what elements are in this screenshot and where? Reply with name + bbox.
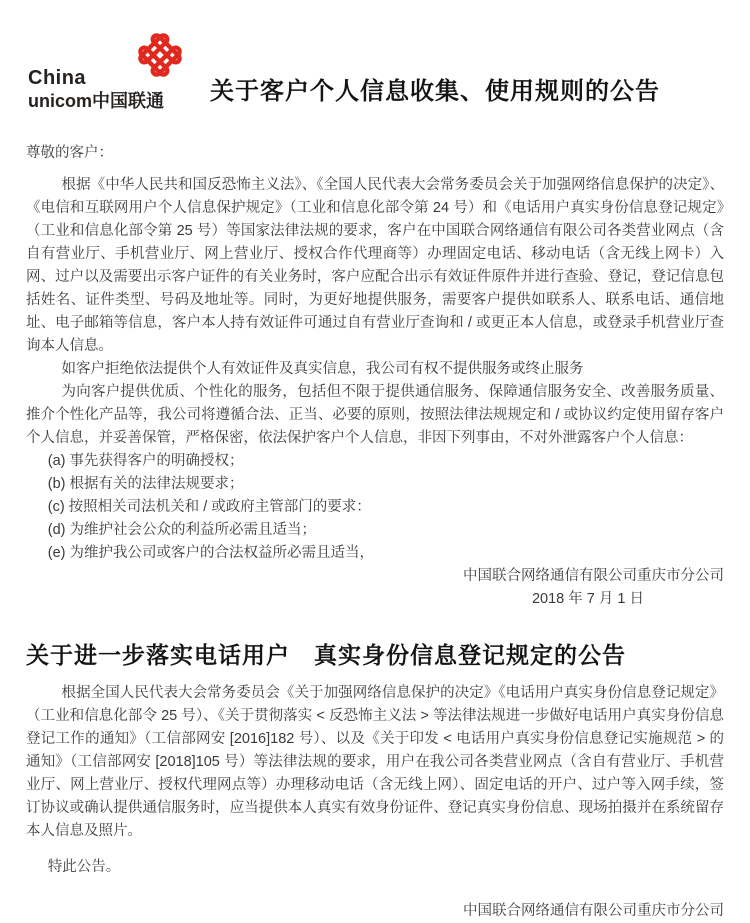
- list-item-c: (c) 按照相关司法机关和 / 或政府主管部门的要求：: [47, 499, 371, 515]
- list-item-e: (e) 为维护我公司或客户的合法权益所必需且适当，: [47, 545, 374, 561]
- header: [26, 26, 724, 112]
- notice2-signature-company: 中国联合网络通信有限公司重庆市分公司: [463, 903, 724, 919]
- notice2-title: 关于进一步落实电话用户 真实身份信息登记规定的公告: [26, 643, 626, 668]
- notice1-signature-company: 中国联合网络通信有限公司重庆市分公司: [463, 568, 724, 584]
- notice1-signature-date: 2018 年 7 月 1 日: [531, 591, 644, 607]
- china-unicom-logo: [26, 26, 198, 112]
- brand-wordmark-english: China: [28, 67, 87, 89]
- list-item-b: (b) 根据有关的法律法规要求；: [47, 476, 244, 492]
- notice2-paragraph-1: 根据全国人民代表大会常务委员会《关于加强网络信息保护的决定》《电话用户真实身份信息登记规定》（工业和信息化部令 25 号）、《关于贯彻落实 < 反恐怖主义法 > 等法律法规进一步做好电话用户真实身份信息登记工作的通知》（工信部网安 [2016]182 号）、以及《关于印发 < 电话用户真实身份信息登记实施规范 > 的通知》（工信部网安 [2018]105 号）等法律法规的要求，用户在我公司各类营业网点（含自有营业厅、手机营业厅、网上营业厅、授权代理网点等）办理移动电话（含无线上网）、固定电话的开户、过户等入网手续，签订协议或确认提供通信服务时，应当提供本人真实有效身份证件、登记真实身份信息、现场拍摄并在系统留存本人信息及照片。: [26, 685, 724, 839]
- notice2-body: [26, 682, 724, 923]
- notice1-paragraph-2: 如客户拒绝依法提供个人有效证件及真实信息，我公司有权不提供服务或终止服务: [61, 361, 584, 377]
- notice1-body: [26, 142, 724, 611]
- notice1-paragraph-3: 为向客户提供优质、个性化的服务，包括但不限于提供通信服务、保障通信服务安全、改善服务质量、推介个性化产品等，我公司将遵循合法、正当、必要的原则，按照法律法规规定和 / 或协议约定使用留存客户个人信息，并妥善保管，严格保密，依法保护客户个人信息，非因下列事由，不对外泄露客户个人信息：: [26, 384, 724, 446]
- list-item-d: (d) 为维护社会公众的利益所必需且适当；: [47, 522, 316, 538]
- unicom-knot-icon: [128, 26, 192, 84]
- notice2-closing: 特此公告。: [47, 859, 121, 875]
- notice1-paragraph-1: 根据《中华人民共和国反恐怖主义法》、《全国人民代表大会常务委员会关于加强网络信息保护的决定》、《电信和互联网用户个人信息保护规定》（工业和信息化部令第 24 号）和《电话用户真实身份信息登记规定》（工业和信息化部令第 25 号）等国家法律法规的要求，客户在中国联合网络通信有限公司各类营业网点（含自有营业厅、手机营业厅、网上营业厅、授权合作代理商等）办理固定电话、移动电话（含无线上网卡）入网、过户以及需要出示客户证件的有关业务时，客户应配合出示有效证件原件并进行查验、登记，登记信息包括姓名、证件类型、号码及地址等。同时，为更好地提供服务，需要客户提供如联系人、联系电话、通信地址、电子邮箱等信息，客户本人持有效证件可通过自有营业厅查询和 / 或更正本人信息，或登录手机营业厅查询本人信息。: [26, 177, 724, 354]
- list-item-a: (a) 事先获得客户的明确授权；: [47, 453, 244, 469]
- salutation: 尊敬的客户：: [26, 145, 113, 161]
- brand-wordmark-chinese: unicom中国联通: [28, 91, 165, 111]
- notice1-title: 关于客户个人信息收集、使用规则的公告: [210, 78, 660, 105]
